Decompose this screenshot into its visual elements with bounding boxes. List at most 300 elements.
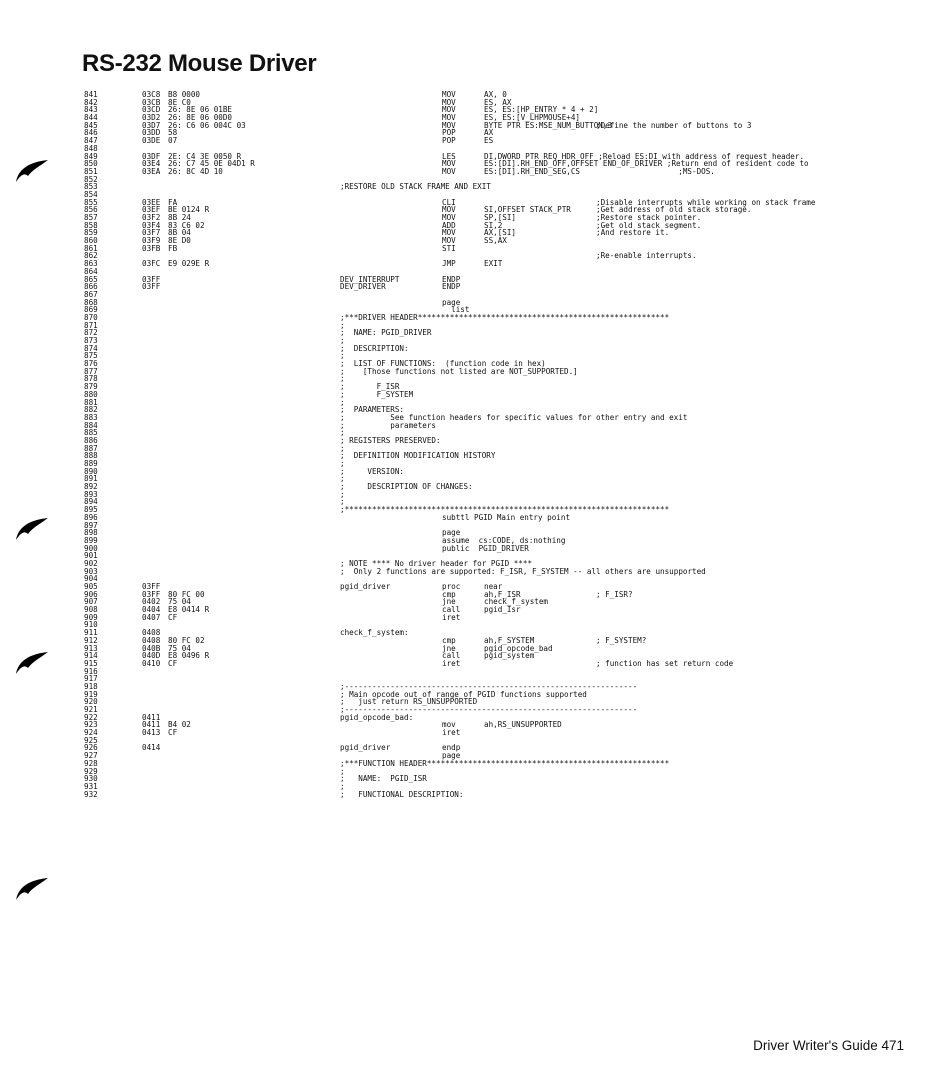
listing-line: [84, 345, 914, 353]
label: ;***FUNCTION HEADER*****************************************************: [340, 758, 670, 768]
line-number: 896: [84, 512, 98, 522]
mnemonic: MOV: [442, 97, 456, 107]
line-number: 906: [84, 589, 98, 599]
line-number: 919: [84, 689, 98, 699]
line-number: 920: [84, 697, 98, 707]
operand: ES:[DI].RH_END_SEG,CS: [484, 166, 581, 176]
listing-line: [84, 237, 914, 245]
line-number: 926: [84, 743, 98, 753]
listing-line: [84, 491, 914, 499]
line-number: 894: [84, 497, 98, 507]
listing-line: [84, 706, 914, 714]
listing-line: [84, 291, 914, 299]
line-number: 865: [84, 274, 98, 284]
code-listing: [84, 91, 914, 798]
comment: ;Disable interrupts while working on stack frame: [596, 197, 816, 207]
line-number: 924: [84, 728, 98, 738]
object-code: B8 0000: [168, 90, 201, 99]
comment: ;Get old stack segment.: [596, 220, 702, 230]
page-footer: Driver Writer's Guide 471: [753, 1038, 904, 1053]
mnemonic: MOV: [442, 236, 456, 246]
address: 03D2: [142, 113, 161, 123]
operand: ES:[DI].RH_END_OFF,OFFSET END_OF_DRIVER ;Return end of resident code to: [484, 159, 809, 169]
address: 03DD: [142, 128, 161, 138]
line-number: 855: [84, 197, 98, 207]
line-number: 903: [84, 566, 98, 576]
line-number: 904: [84, 574, 98, 584]
mnemonic: ENDP: [442, 282, 461, 292]
line-number: 917: [84, 674, 98, 684]
mnemonic: iret: [442, 728, 461, 738]
label: ;: [340, 351, 345, 361]
comment: ; function has set return code: [596, 658, 734, 668]
listing-line: [84, 614, 914, 622]
line-number: 860: [84, 236, 98, 246]
address: 03FF: [142, 282, 161, 292]
listing-line: [84, 721, 914, 729]
mnemonic: MOV: [442, 166, 456, 176]
line-number: 887: [84, 443, 98, 453]
mnemonic: public PGID_DRIVER: [442, 543, 529, 553]
operand: pgid_system: [484, 651, 535, 661]
line-number: 902: [84, 558, 98, 568]
line-number: 930: [84, 774, 98, 784]
label: ; NAME: PGID_DRIVER: [340, 328, 432, 338]
mnemonic: ADD: [442, 220, 456, 230]
listing-line: [84, 276, 914, 284]
line-number: 841: [84, 90, 98, 99]
mnemonic: mov: [442, 720, 456, 730]
line-number: 872: [84, 328, 98, 338]
address: 03F4: [142, 220, 161, 230]
line-number: 877: [84, 366, 98, 376]
address: 0411: [142, 712, 161, 722]
label: ;: [340, 489, 345, 499]
address: 03FF: [142, 582, 161, 591]
listing-line: [84, 760, 914, 768]
line-number: 843: [84, 105, 98, 115]
object-code: 26: 8E 06 00D0: [168, 113, 233, 123]
label: ;: [340, 336, 345, 345]
object-code: 26: 8C 4D 10: [168, 166, 223, 176]
label: DEV_DRIVER: [340, 282, 386, 292]
mnemonic: CLI: [442, 197, 456, 207]
line-number: 886: [84, 435, 98, 445]
listing-line: [84, 329, 914, 337]
object-code: 83 C6 02: [168, 220, 205, 230]
label: ; parameters: [340, 420, 437, 430]
mnemonic: JMP: [442, 259, 456, 269]
address: 03EF: [142, 205, 161, 215]
listing-line: [84, 691, 914, 699]
line-number: 898: [84, 528, 98, 538]
address: 03D7: [142, 120, 161, 130]
mnemonic: POP: [442, 128, 456, 138]
mnemonic: MOV: [442, 228, 456, 238]
label: ; F_ISR: [340, 382, 400, 392]
line-number: 852: [84, 174, 98, 184]
comment: ; F_SYSTEM?: [596, 635, 647, 645]
line-number: 850: [84, 159, 98, 169]
line-number: 929: [84, 766, 98, 776]
address: 0404: [142, 605, 161, 615]
line-number: 910: [84, 620, 98, 630]
object-code: 75 04: [168, 597, 191, 607]
mnemonic: LES: [442, 151, 456, 161]
mnemonic: MOV: [442, 159, 456, 169]
listing-line: [84, 668, 914, 676]
address: 03E4: [142, 159, 161, 169]
listing-line: [84, 729, 914, 737]
line-number: 881: [84, 397, 98, 407]
mnemonic: call: [442, 651, 461, 661]
object-code: 8B 24: [168, 213, 191, 222]
line-number: 922: [84, 712, 98, 722]
listing-line: [84, 768, 914, 776]
line-number: 911: [84, 628, 98, 638]
label: ;: [340, 497, 345, 507]
listing-line: [84, 137, 914, 145]
listing-line: [84, 383, 914, 391]
listing-line: [84, 483, 914, 491]
address: 0413: [142, 728, 161, 738]
listing-line: [84, 445, 914, 453]
line-number: 899: [84, 535, 98, 545]
operand: ah,RS_UNSUPPORTED: [484, 720, 562, 730]
operand: DI,DWORD PTR REQ_HDR_OFF ;Reload ES:DI with address of request header.: [484, 151, 805, 161]
address: 040D: [142, 651, 161, 661]
line-number: 928: [84, 758, 98, 768]
line-number: 925: [84, 735, 98, 745]
object-code: 26: C6 06 004C 03: [168, 120, 246, 130]
address: 0411: [142, 720, 161, 730]
listing-line: [84, 652, 914, 660]
listing-line: [84, 475, 914, 483]
label: ; DESCRIPTION:: [340, 343, 409, 353]
listing-line: [84, 791, 914, 799]
address: 03C8: [142, 90, 161, 99]
line-number: 856: [84, 205, 98, 215]
listing-line: [84, 268, 914, 276]
mnemonic: iret: [442, 658, 461, 668]
listing-line: [84, 621, 914, 629]
mnemonic: page: [442, 751, 461, 761]
listing-line: [84, 437, 914, 445]
address: 03EE: [142, 197, 161, 207]
label: ; DEFINITION MODIFICATION HISTORY: [340, 451, 496, 461]
line-number: 869: [84, 305, 98, 315]
listing-line: [84, 314, 914, 322]
object-code: FB: [168, 243, 178, 253]
binding-hole-icon: [14, 158, 50, 184]
label: ;: [340, 766, 345, 776]
operand: AX: [484, 128, 494, 138]
operand: EXIT: [484, 259, 503, 269]
object-code: 80 FC 02: [168, 635, 205, 645]
label: ; just return RS_UNSUPPORTED: [340, 697, 478, 707]
label: ;RESTORE OLD STACK FRAME AND EXIT: [340, 182, 491, 192]
mnemonic: jne: [442, 643, 456, 653]
listing-line: [84, 568, 914, 576]
binding-hole-icon: [14, 650, 50, 676]
listing-line: [84, 183, 914, 191]
mnemonic: cmp: [442, 589, 456, 599]
line-number: 882: [84, 405, 98, 415]
object-code: CF: [168, 728, 178, 738]
line-number: 921: [84, 705, 98, 714]
mnemonic: jne: [442, 597, 456, 607]
line-number: 932: [84, 789, 98, 799]
line-number: 876: [84, 359, 98, 369]
object-code: 8E C0: [168, 97, 191, 107]
line-number: 889: [84, 459, 98, 468]
mnemonic: MOV: [442, 205, 456, 215]
mnemonic: STI: [442, 243, 456, 253]
line-number: 890: [84, 466, 98, 476]
listing-line: [84, 744, 914, 752]
line-number: 885: [84, 428, 98, 438]
line-number: 901: [84, 551, 98, 561]
object-code: E8 0414 R: [168, 605, 210, 615]
line-number: 895: [84, 505, 98, 515]
line-number: 918: [84, 681, 98, 691]
object-code: 26: C7 45 0E 04D1 R: [168, 159, 255, 169]
line-number: 842: [84, 97, 98, 107]
label: check_f_system:: [340, 628, 409, 638]
label: ;----------------------------------------------------------------: [340, 681, 638, 691]
line-number: 858: [84, 220, 98, 230]
operand: SS,AX: [484, 236, 507, 246]
object-code: 80 FC 00: [168, 589, 205, 599]
listing-line: [84, 176, 914, 184]
label: ; LIST OF FUNCTIONS: (function code in hex): [340, 359, 546, 369]
listing-line: [84, 422, 914, 430]
listing-line: [84, 783, 914, 791]
object-code: 58: [168, 128, 178, 138]
object-code: CF: [168, 658, 178, 668]
mnemonic: proc: [442, 582, 461, 591]
mnemonic: iret: [442, 612, 461, 622]
line-number: 851: [84, 166, 98, 176]
line-number: 863: [84, 259, 98, 269]
line-number: 847: [84, 136, 98, 146]
operand: SP,[SI]: [484, 213, 517, 222]
object-code: E9 029E R: [168, 259, 210, 269]
line-number: 883: [84, 412, 98, 422]
line-number: 927: [84, 751, 98, 761]
label: ; PARAMETERS:: [340, 405, 405, 415]
listing-line: [84, 452, 914, 460]
mnemonic: subttl PGID Main entry point: [442, 512, 571, 522]
address: 03F7: [142, 228, 161, 238]
address: 0410: [142, 658, 161, 668]
line-number: 854: [84, 189, 98, 199]
line-number: 913: [84, 643, 98, 653]
mnemonic: endp: [442, 743, 461, 753]
line-number: 845: [84, 120, 98, 130]
line-number: 915: [84, 658, 98, 668]
operand: ES, ES:[V_LHPMOUSE+4]: [484, 113, 581, 123]
label: ;: [340, 397, 345, 407]
object-code: E8 0496 R: [168, 651, 210, 661]
listing-line: [84, 514, 914, 522]
object-code: CF: [168, 612, 178, 622]
operand: BYTE PTR ES:MSE_NUM_BUTTON,3: [484, 120, 613, 130]
line-number: 916: [84, 666, 98, 676]
line-number: 909: [84, 612, 98, 622]
listing-line: [84, 468, 914, 476]
line-number: 864: [84, 266, 98, 276]
listing-line: [84, 260, 914, 268]
object-code: 75 04: [168, 643, 191, 653]
label: ; NOTE **** No driver header for PGID ****: [340, 558, 533, 568]
listing-line: [84, 245, 914, 253]
label: ;: [340, 320, 345, 330]
label: pgid_driver: [340, 582, 391, 591]
listing-line: [84, 606, 914, 614]
label: ; Main opcode out of range of PGID functions supported: [340, 689, 587, 699]
operand: ah,F_ISR: [484, 589, 521, 599]
line-number: 884: [84, 420, 98, 430]
listing-line: [84, 168, 914, 176]
address: 03FF: [142, 589, 161, 599]
label: ;***DRIVER HEADER*******************************************************: [340, 312, 670, 322]
address: 0402: [142, 597, 161, 607]
line-number: 861: [84, 243, 98, 253]
comment: ;Re-enable interrupts.: [596, 251, 697, 261]
page-title: RS-232 Mouse Driver: [82, 50, 317, 77]
line-number: 879: [84, 382, 98, 392]
address: 03CB: [142, 97, 161, 107]
line-number: 844: [84, 113, 98, 123]
address: 0408: [142, 628, 161, 638]
label: ;: [340, 459, 345, 468]
address: 03F9: [142, 236, 161, 246]
line-number: 914: [84, 651, 98, 661]
listing-line: [84, 775, 914, 783]
object-code: FA: [168, 197, 178, 207]
label: pgid_driver: [340, 743, 391, 753]
mnemonic: MOV: [442, 213, 456, 222]
label: ;: [340, 781, 345, 791]
comment: ;Define the number of buttons to 3: [596, 120, 752, 130]
operand: check_f_system: [484, 597, 549, 607]
line-number: 880: [84, 389, 98, 399]
binding-hole-icon: [14, 516, 50, 542]
label: pgid_opcode_bad:: [340, 712, 414, 722]
label: ; See function headers for specific values for other entry and exit: [340, 412, 688, 422]
comment: ;MS-DOS.: [596, 166, 715, 176]
listing-line: [84, 129, 914, 137]
operand: AX, 0: [484, 90, 507, 99]
listing-line: [84, 414, 914, 422]
address: 03FB: [142, 243, 161, 253]
line-number: 870: [84, 312, 98, 322]
operand: ES: [484, 136, 494, 146]
line-number: 931: [84, 781, 98, 791]
address: 03EA: [142, 166, 161, 176]
line-number: 888: [84, 451, 98, 461]
binding-hole-icon: [14, 876, 50, 902]
listing-line: [84, 122, 914, 130]
comment: ;And restore it.: [596, 228, 670, 238]
address: 0407: [142, 612, 161, 622]
line-number: 908: [84, 605, 98, 615]
mnemonic: MOV: [442, 120, 456, 130]
comment: ;Restore stack pointer.: [596, 213, 702, 222]
line-number: 897: [84, 520, 98, 530]
label: DEV_INTERRUPT: [340, 274, 400, 284]
line-number: 907: [84, 597, 98, 607]
operand: AX,[SI]: [484, 228, 517, 238]
address: 03DE: [142, 136, 161, 146]
label: ; VERSION:: [340, 466, 405, 476]
listing-line: [84, 322, 914, 330]
mnemonic: ENDP: [442, 274, 461, 284]
line-number: 857: [84, 213, 98, 222]
listing-line: [84, 299, 914, 307]
mnemonic: POP: [442, 136, 456, 146]
mnemonic: page: [442, 528, 461, 538]
mnemonic: call: [442, 605, 461, 615]
mnemonic: assume cs:CODE, ds:nothing: [442, 535, 566, 545]
comment: ; F_ISR?: [596, 589, 633, 599]
line-number: 853: [84, 182, 98, 192]
object-code: 26: 8E 06 01BE: [168, 105, 233, 115]
operand: SI,2: [484, 220, 503, 230]
label: ; NAME: PGID_ISR: [340, 774, 427, 784]
label: ; DESCRIPTION OF CHANGES:: [340, 482, 473, 492]
object-code: 07: [168, 136, 178, 146]
line-number: 900: [84, 543, 98, 553]
line-number: 893: [84, 489, 98, 499]
operand: pgid_Isr: [484, 605, 521, 615]
object-code: 8E D0: [168, 236, 191, 246]
line-number: 912: [84, 635, 98, 645]
line-number: 891: [84, 474, 98, 484]
line-number: 875: [84, 351, 98, 361]
address: 03DF: [142, 151, 161, 161]
label: ;: [340, 428, 345, 438]
listing-line: [84, 660, 914, 668]
listing-line: [84, 737, 914, 745]
line-number: 859: [84, 228, 98, 238]
listing-line: [84, 283, 914, 291]
operand: ES, AX: [484, 97, 512, 107]
label: ;----------------------------------------------------------------: [340, 705, 638, 714]
listing-line: [84, 368, 914, 376]
line-number: 846: [84, 128, 98, 138]
line-number: 862: [84, 251, 98, 261]
address: 03CD: [142, 105, 161, 115]
listing-line: [84, 522, 914, 530]
label: ;***********************************************************************: [340, 505, 670, 515]
address: 0414: [142, 743, 161, 753]
label: ;: [340, 474, 345, 484]
address: 0408: [142, 635, 161, 645]
comment: ;Get address of old stack storage.: [596, 205, 752, 215]
object-code: B4 02: [168, 720, 191, 730]
object-code: 2E: C4 3E 0050 R: [168, 151, 242, 161]
label: ;: [340, 374, 345, 384]
mnemonic: page: [442, 297, 461, 307]
listing-line: [84, 545, 914, 553]
listing-line: [84, 429, 914, 437]
mnemonic: list: [442, 305, 470, 315]
line-number: 867: [84, 289, 98, 299]
listing-line: [84, 337, 914, 345]
object-code: 8B 04: [168, 228, 191, 238]
